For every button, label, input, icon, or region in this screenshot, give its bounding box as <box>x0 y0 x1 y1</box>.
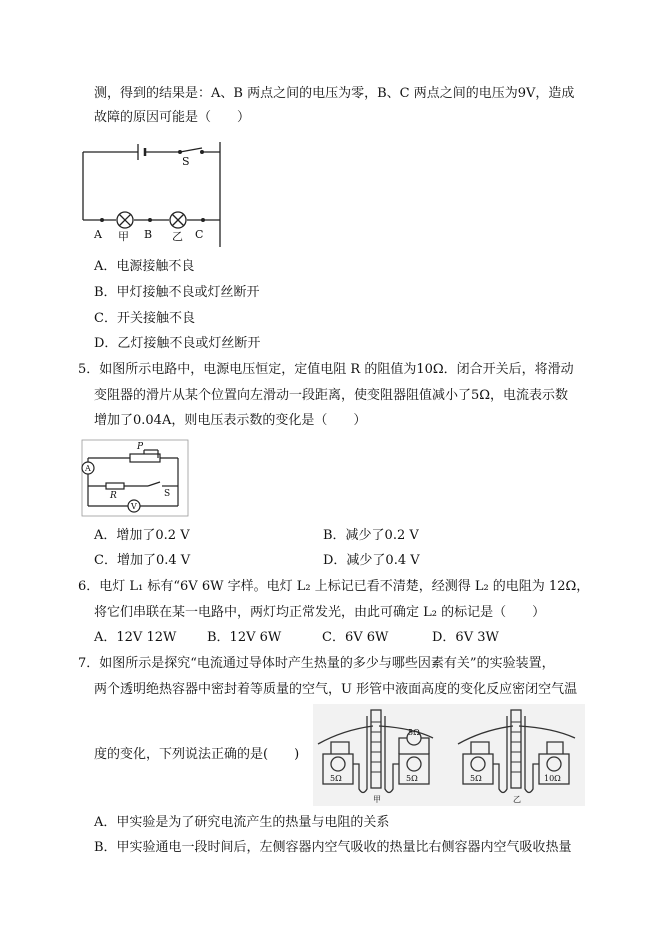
question-7-line: 7．如图所示是探究“电流通过导体时产生热量的多少与哪些因素有关”的实验装置， <box>78 656 555 671</box>
resistor-label: 5Ω <box>470 774 482 783</box>
option-a: A．甲实验是为了研究电流产生的热量与电阻的关系 <box>94 815 390 830</box>
slider-label: P <box>137 442 144 452</box>
question-7-line: 度的变化，下列说法正确的是( ) <box>94 747 300 762</box>
switch-label: S <box>182 155 190 168</box>
voltmeter-label: V <box>131 502 137 511</box>
resistor-label: 5Ω <box>408 728 420 737</box>
question-7-line: 两个透明绝热容器中密封着等质量的空气，U 形管中液面高度的变化反应密闭空气温 <box>94 682 578 697</box>
circuit-figure-rheostat <box>80 438 190 518</box>
option-d: D．乙灯接触不良或灯丝断开 <box>94 336 261 351</box>
point-a-label: A <box>94 228 102 241</box>
text-line: 测，得到的结果是：A、B 两点之间的电压为零，B、C 两点之间的电压为9V，造成 <box>94 86 575 101</box>
option-b: B．减少了0.2 V <box>323 528 419 543</box>
question-5-line: 变阻器的滑片从某个位置向左滑动一段距离，使变阻器阻值减小了5Ω，电流表示数 <box>94 388 569 403</box>
question-6-line: 6．电灯 L₁ 标有“6V 6W 字样。电灯 L₂ 上标记已看不清楚，经测得 L₂ 的电阻为 12Ω， <box>78 579 590 594</box>
option-a: A．电源接触不良 <box>94 259 195 274</box>
question-6-line: 将它们串联在某一电路中，两灯均正常发光，由此可确定 L₂ 的标记是（ ） <box>94 605 546 620</box>
option-c: C．6V 6W <box>322 630 389 645</box>
option-b: B．甲实验通电一段时间后，左侧容器内空气吸收的热量比右侧容器内空气吸收热量 <box>94 840 572 855</box>
apparatus-yi-label: 乙 <box>513 795 521 804</box>
option-d: D．减少了0.4 V <box>323 553 420 568</box>
resistor-label: 5Ω <box>406 774 418 783</box>
option-b: B．甲灯接触不良或灯丝断开 <box>94 285 260 300</box>
ammeter-label: A <box>85 464 91 473</box>
apparatus-jia-label: 甲 <box>373 795 381 804</box>
text-line: 故障的原因可能是（ ） <box>94 110 251 125</box>
option-b: B．12V 6W <box>207 630 282 645</box>
resistor-label: 10Ω <box>544 774 561 783</box>
option-c: C．开关接触不良 <box>94 311 195 326</box>
circuit-figure-lamps <box>80 137 230 250</box>
option-c: C．增加了0.4 V <box>94 553 191 568</box>
question-5-line: 增加了0.04A，则电压表示数的变化是（ ） <box>94 413 367 428</box>
lamp-yi-label: 乙 <box>172 230 183 243</box>
option-a: A．增加了0.2 V <box>94 528 190 543</box>
point-c-label: C <box>195 228 204 241</box>
option-d: D．6V 3W <box>432 630 499 645</box>
heating-experiment-figure <box>313 704 585 806</box>
resistor-label: 5Ω <box>330 774 342 783</box>
question-5-line: 5．如图所示电路中，电源电压恒定，定值电阻 R 的阻值为10Ω．闭合开关后，将滑动 <box>78 362 574 377</box>
lamp-jia-label: 甲 <box>118 230 129 243</box>
option-a: A．12V 12W <box>94 630 177 645</box>
point-b-label: B <box>144 228 153 241</box>
switch-label: S <box>164 489 171 499</box>
resistor-label: R <box>110 491 117 501</box>
